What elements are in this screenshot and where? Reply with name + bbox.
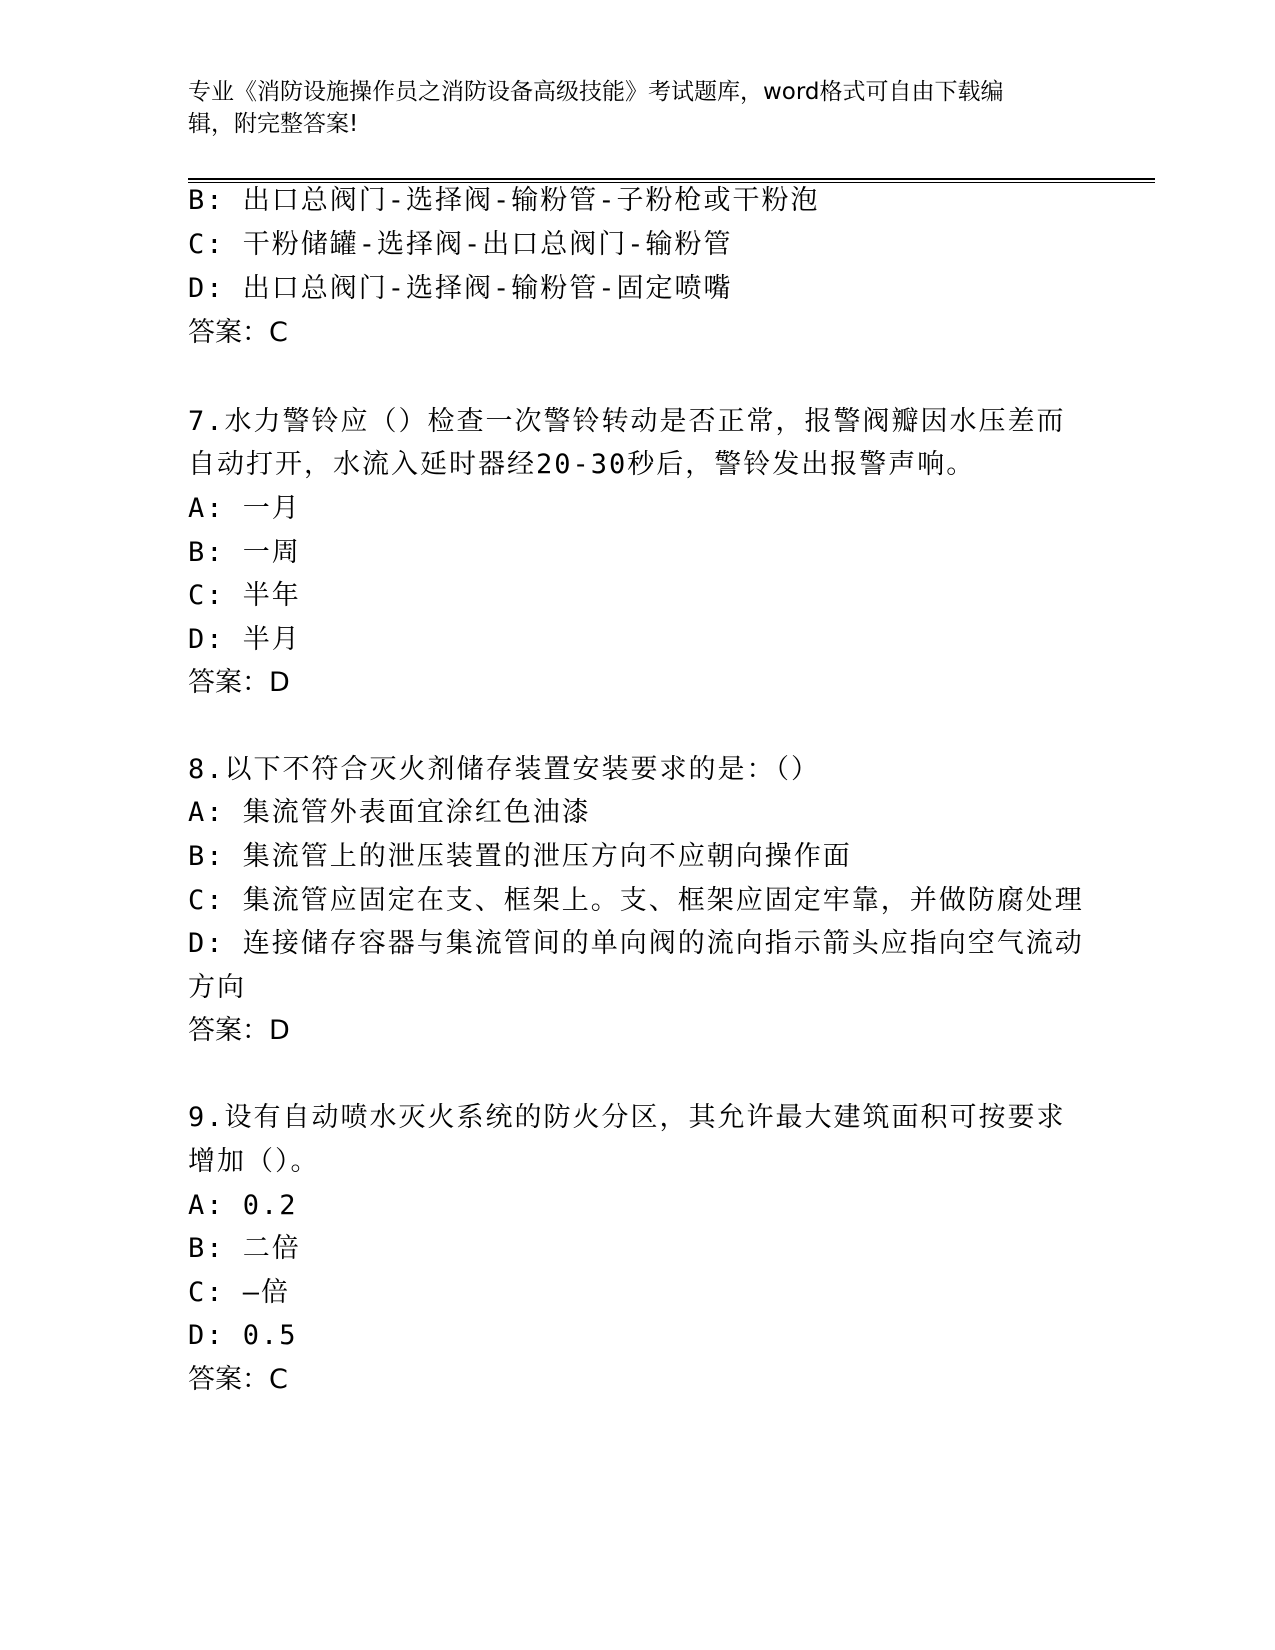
q7-option-d: D: 半月 <box>188 624 301 655</box>
q8-option-d-line-2: 方向 <box>188 972 246 1003</box>
q7-option-b: B: 一周 <box>188 537 301 568</box>
q7-stem-line-1: 7.水力警铃应（）检查一次警铃转动是否正常，报警阀瓣因水压差而 <box>188 406 1066 437</box>
q6-answer: 答案：C <box>188 317 288 348</box>
document-header-line-2: 辑，附完整答案! <box>188 111 359 137</box>
q7-option-c: C: 半年 <box>188 580 301 611</box>
q8-option-c: C: 集流管应固定在支、框架上。支、框架应固定牢靠，并做防腐处理 <box>188 885 1084 916</box>
q9-answer: 答案：C <box>188 1364 288 1395</box>
q6-option-c: C: 干粉储罐-选择阀-出口总阀门-输粉管 <box>188 229 733 260</box>
q7-option-a: A: 一月 <box>188 493 301 524</box>
document-header-line-1: 专业《消防设施操作员之消防设备高级技能》考试题库，word格式可自由下载编 <box>188 79 1004 105</box>
header-divider-thick <box>188 178 1155 180</box>
q9-stem-line-2: 增加（）。 <box>188 1146 320 1177</box>
q7-stem-line-2: 自动打开，水流入延时器经20-30秒后，警铃发出报警声响。 <box>188 449 976 480</box>
q8-option-b: B: 集流管上的泄压装置的泄压方向不应朝向操作面 <box>188 841 852 872</box>
q9-option-c: C: —倍 <box>188 1277 291 1308</box>
q9-stem-line-1: 9.设有自动喷水灭火系统的防火分区，其允许最大建筑面积可按要求 <box>188 1102 1066 1133</box>
q8-answer: 答案：D <box>188 1015 290 1046</box>
q8-stem-line-1: 8.以下不符合灭火剂储存装置安装要求的是：（） <box>188 754 821 785</box>
q9-option-a: A: 0.2 <box>188 1190 298 1221</box>
q8-option-a: A: 集流管外表面宜涂红色油漆 <box>188 797 591 828</box>
q6-option-b: B: 出口总阀门-选择阀-输粉管-子粉枪或干粉泡 <box>188 185 820 216</box>
q9-option-d: D: 0.5 <box>188 1320 298 1351</box>
q9-option-b: B: 二倍 <box>188 1233 301 1264</box>
q6-option-d: D: 出口总阀门-选择阀-输粉管-固定喷嘴 <box>188 273 733 304</box>
q8-option-d-line-1: D: 连接储存容器与集流管间的单向阀的流向指示箭头应指向空气流动 <box>188 928 1084 959</box>
q7-answer: 答案：D <box>188 667 290 698</box>
